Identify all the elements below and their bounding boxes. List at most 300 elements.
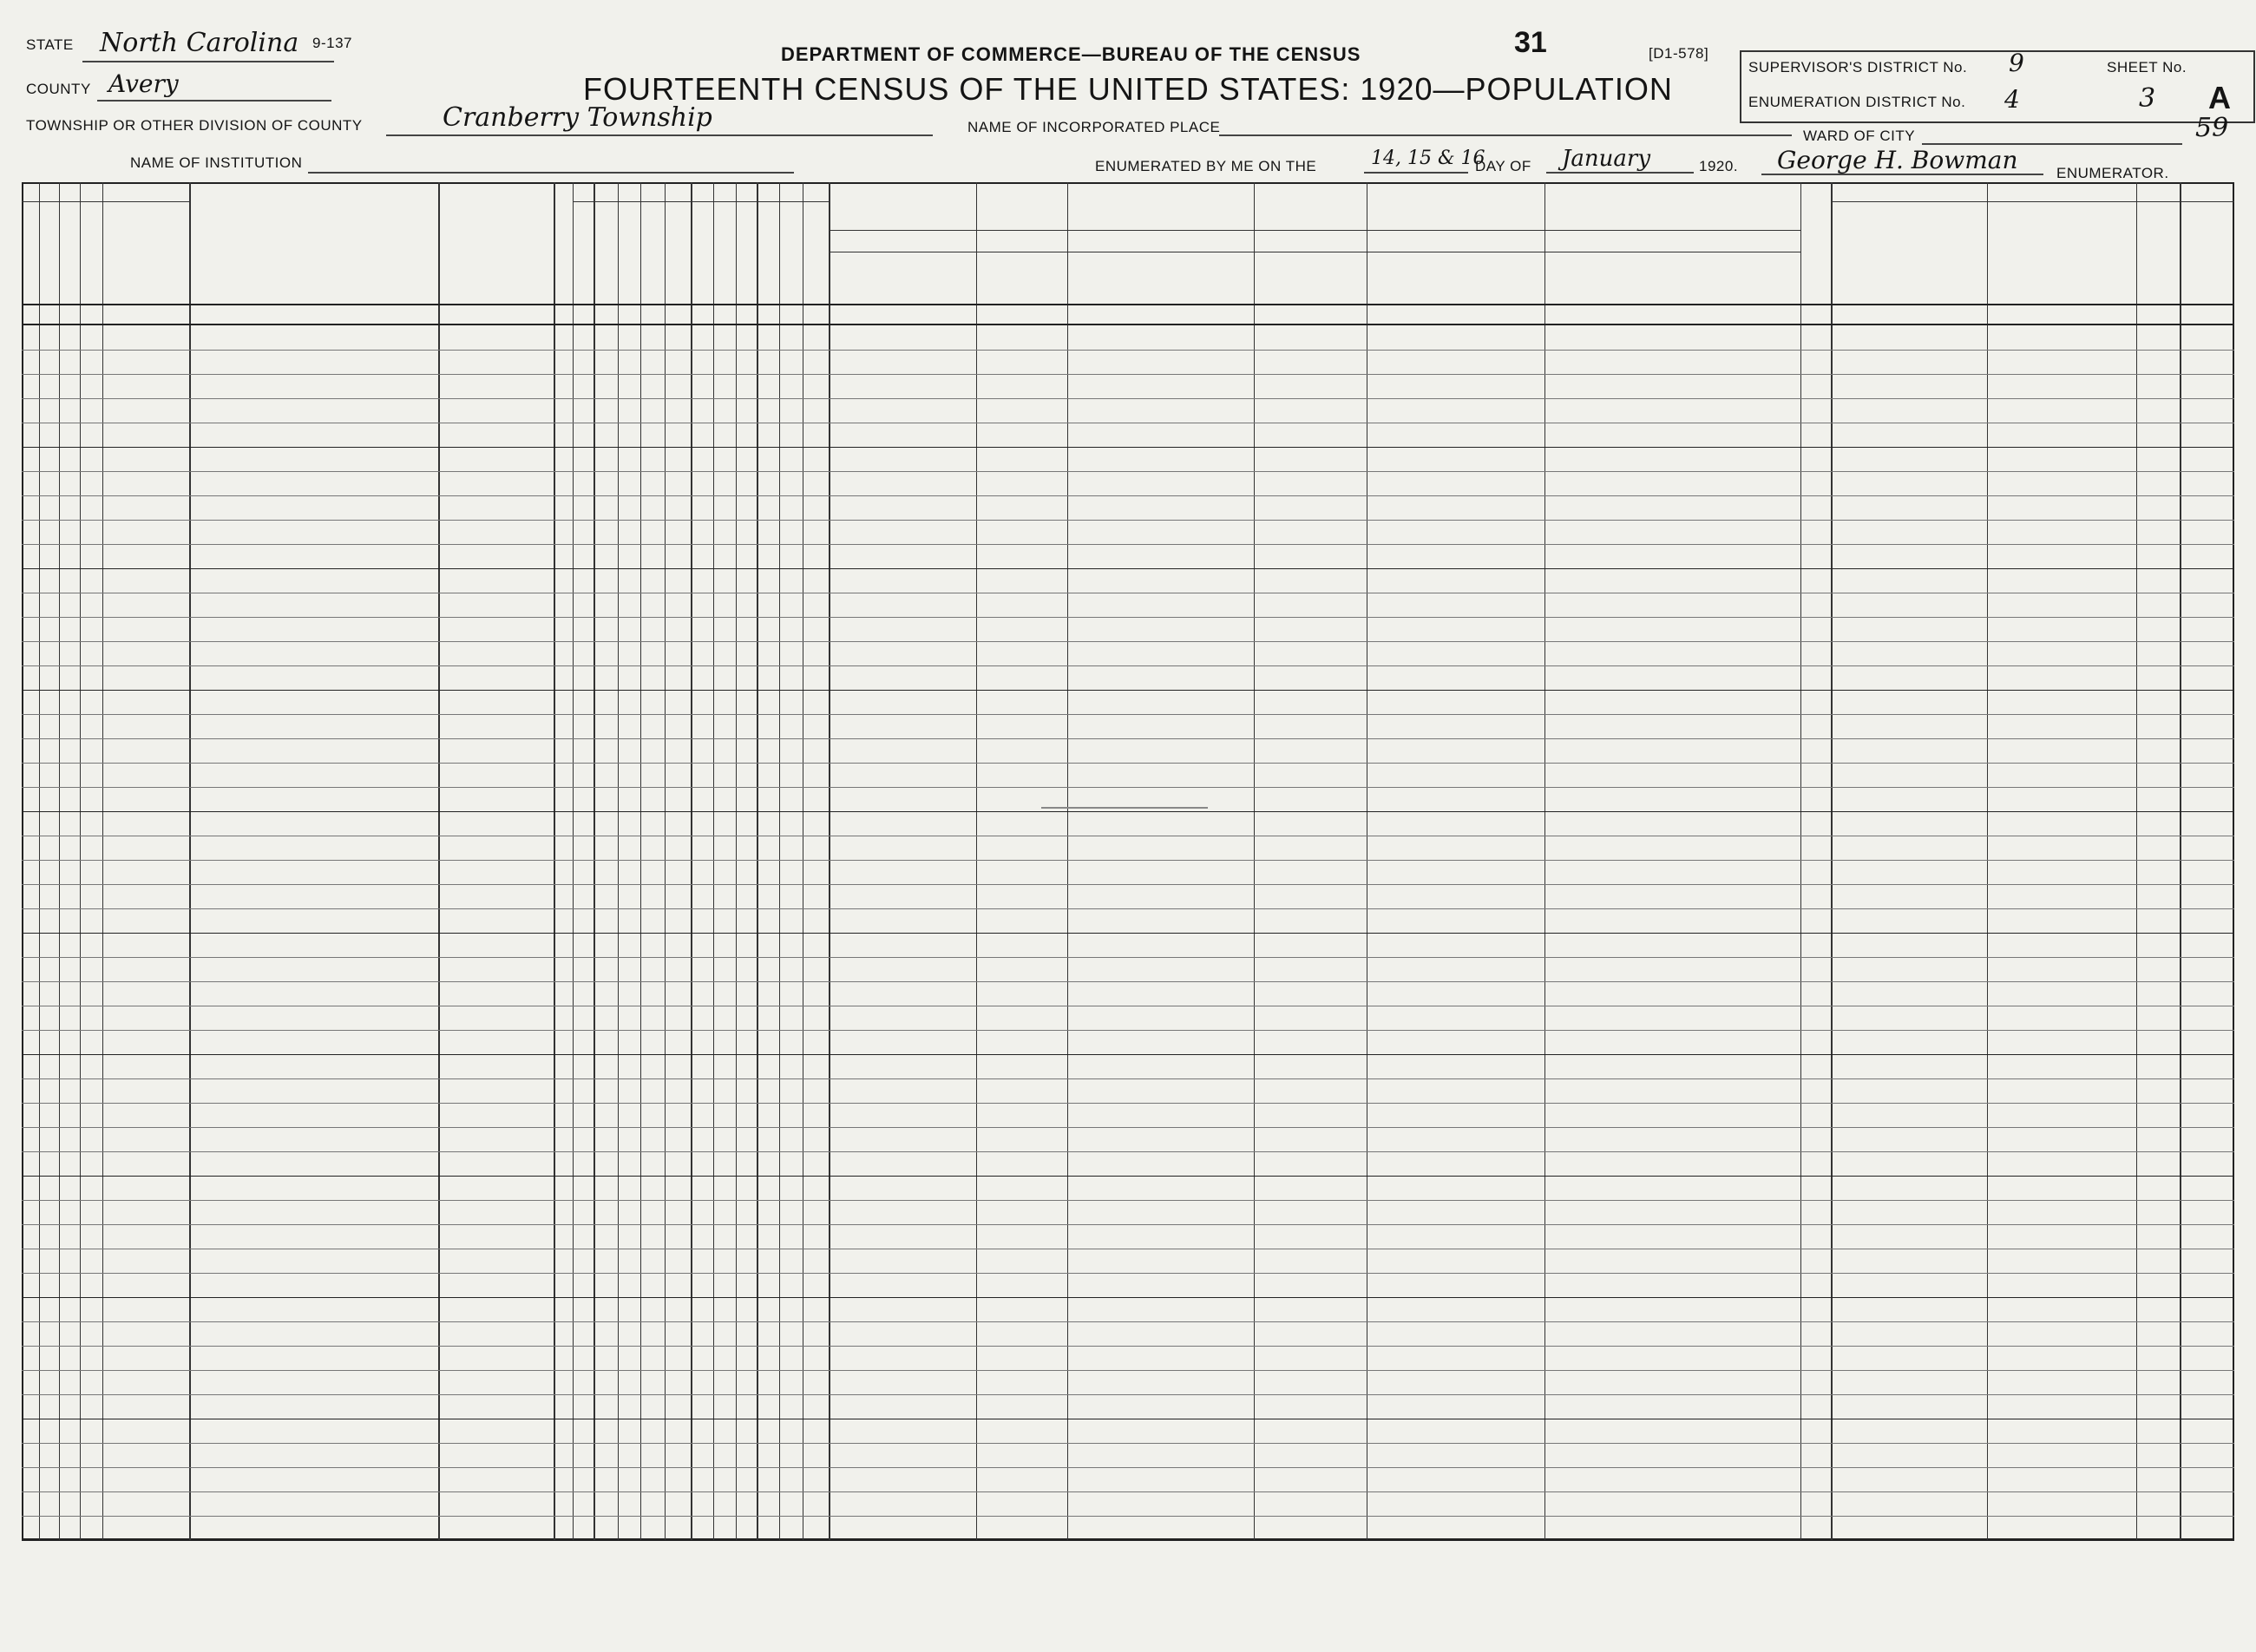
speaks-english <box>1803 740 1828 763</box>
race <box>620 1420 638 1443</box>
row-rule <box>22 398 2234 399</box>
relation <box>441 1032 551 1054</box>
person-name <box>192 497 436 520</box>
mother-birthplace <box>1369 1469 1542 1491</box>
speaks-english <box>1803 959 1828 981</box>
person-name <box>192 1299 436 1321</box>
speaks-english <box>1803 1080 1828 1103</box>
occupation <box>1833 862 1984 884</box>
person-name <box>192 424 436 447</box>
person-name <box>192 1250 436 1273</box>
able-to-write <box>805 424 826 447</box>
age <box>643 1105 662 1127</box>
birthplace <box>831 934 974 957</box>
column-rule <box>1254 182 1255 1540</box>
able-to-write <box>805 327 826 350</box>
mother-birthplace <box>1369 1493 1542 1516</box>
marital-status <box>667 1056 688 1078</box>
row-rule <box>22 1078 2234 1079</box>
class-of-worker <box>2139 789 2177 811</box>
sex <box>596 327 615 350</box>
able-to-read <box>782 667 800 690</box>
age <box>643 619 662 641</box>
able-to-write <box>805 716 826 738</box>
person-name <box>192 1347 436 1370</box>
industry <box>1990 789 2134 811</box>
birthplace <box>831 910 974 933</box>
able-to-write <box>805 1347 826 1370</box>
race <box>620 1299 638 1321</box>
speaks-english <box>1803 789 1828 811</box>
age <box>643 813 662 836</box>
age <box>643 376 662 398</box>
marital-status <box>667 521 688 544</box>
dwelling-number <box>62 424 77 447</box>
relation <box>441 983 551 1006</box>
age <box>643 400 662 423</box>
speaks-english <box>1803 619 1828 641</box>
person-name <box>192 1275 436 1297</box>
occupation <box>1833 1129 1984 1151</box>
mother-birthplace <box>1369 1153 1542 1176</box>
birthplace <box>831 1080 974 1103</box>
person-name <box>192 789 436 811</box>
able-to-write <box>805 546 826 568</box>
birthplace <box>831 667 974 690</box>
able-to-write <box>805 1299 826 1321</box>
person-name <box>192 1518 436 1540</box>
occupation <box>1833 521 1984 544</box>
birthplace <box>831 886 974 908</box>
relation <box>441 1177 551 1200</box>
race <box>620 351 638 374</box>
marital-status <box>667 449 688 471</box>
mother-birthplace <box>1369 449 1542 471</box>
person-name <box>192 716 436 738</box>
mother-birthplace <box>1369 1275 1542 1297</box>
person-name <box>192 351 436 374</box>
row-rule <box>22 1370 2234 1371</box>
mother-birthplace <box>1369 667 1542 690</box>
able-to-read <box>782 1396 800 1419</box>
mother-birthplace <box>1369 521 1542 544</box>
marital-status <box>667 789 688 811</box>
able-to-read <box>782 643 800 665</box>
row-rule <box>22 1321 2234 1322</box>
marital-status <box>667 1007 688 1030</box>
race <box>620 764 638 787</box>
row-rule <box>22 1054 2234 1055</box>
occupation <box>1833 813 1984 836</box>
able-to-write <box>805 1153 826 1176</box>
able-to-write <box>805 983 826 1006</box>
occupation <box>1833 1347 1984 1370</box>
relation <box>441 424 551 447</box>
row-rule <box>22 1467 2234 1468</box>
birthplace <box>831 546 974 568</box>
age <box>643 1396 662 1419</box>
father-birthplace <box>1070 1153 1251 1176</box>
able-to-write <box>805 1469 826 1491</box>
able-to-write <box>805 594 826 617</box>
farm-schedule <box>2182 497 2232 520</box>
row-rule <box>22 447 2234 448</box>
father-birthplace <box>1070 764 1251 787</box>
speaks-english <box>1803 1056 1828 1078</box>
class-of-worker <box>2139 643 2177 665</box>
person-name <box>192 983 436 1006</box>
age <box>643 1202 662 1224</box>
able-to-read <box>782 570 800 593</box>
mother-birthplace <box>1369 1372 1542 1394</box>
able-to-write <box>805 934 826 957</box>
father-birthplace <box>1070 1226 1251 1249</box>
birthplace <box>831 959 974 981</box>
occupation <box>1833 473 1984 495</box>
family-number <box>82 497 100 520</box>
relation <box>441 1250 551 1273</box>
occupation <box>1833 1420 1984 1443</box>
marital-status <box>667 594 688 617</box>
age <box>643 716 662 738</box>
marital-status <box>667 1372 688 1394</box>
column-rule <box>1831 182 1833 1540</box>
able-to-read <box>782 1445 800 1467</box>
relation <box>441 619 551 641</box>
state-label: STATE <box>26 36 74 53</box>
department-line: DEPARTMENT OF COMMERCE—BUREAU OF THE CENSUS <box>781 43 1361 65</box>
age <box>643 1032 662 1054</box>
mother-birthplace <box>1369 424 1542 447</box>
person-name <box>192 570 436 593</box>
age <box>643 351 662 374</box>
relation <box>441 813 551 836</box>
birthplace <box>831 862 974 884</box>
family-number <box>82 643 100 665</box>
speaks-english <box>1803 643 1828 665</box>
age <box>643 1153 662 1176</box>
sex <box>596 1177 615 1200</box>
person-name <box>192 862 436 884</box>
race <box>620 327 638 350</box>
relation <box>441 716 551 738</box>
mother-birthplace <box>1369 1007 1542 1030</box>
row-rule <box>22 738 2234 739</box>
relation <box>441 1299 551 1321</box>
enumerated-day: 14, 15 & 16 <box>1371 148 1485 169</box>
race <box>620 1105 638 1127</box>
attended-school <box>759 1493 777 1516</box>
month-value: January <box>1562 146 1651 172</box>
class-of-worker <box>2139 1299 2177 1321</box>
sex <box>596 1518 615 1540</box>
birthplace <box>831 570 974 593</box>
father-birthplace <box>1070 1420 1251 1443</box>
race <box>620 497 638 520</box>
race <box>620 837 638 860</box>
age <box>643 789 662 811</box>
mother-birthplace <box>1369 813 1542 836</box>
class-of-worker <box>2139 424 2177 447</box>
able-to-read <box>782 546 800 568</box>
sex <box>596 1323 615 1346</box>
father-birthplace <box>1070 1469 1251 1491</box>
birthplace <box>831 1177 974 1200</box>
birthplace <box>831 1347 974 1370</box>
column-rule <box>1800 182 1801 1540</box>
birthplace <box>831 1299 974 1321</box>
marital-status <box>667 910 688 933</box>
relation <box>441 1007 551 1030</box>
marital-status <box>667 1323 688 1346</box>
able-to-write <box>805 400 826 423</box>
able-to-read <box>782 400 800 423</box>
sex <box>596 1129 615 1151</box>
person-name <box>192 546 436 568</box>
race <box>620 1177 638 1200</box>
mother-birthplace <box>1369 692 1542 714</box>
person-name <box>192 934 436 957</box>
race <box>620 400 638 423</box>
father-birthplace <box>1070 692 1251 714</box>
county-value: Avery <box>108 69 179 98</box>
attended-school <box>759 716 777 738</box>
occupation <box>1833 1518 1984 1540</box>
row-rule <box>22 374 2234 375</box>
occupation <box>1833 1275 1984 1297</box>
occupation <box>1833 546 1984 568</box>
person-name <box>192 1007 436 1030</box>
occupation <box>1833 910 1984 933</box>
able-to-read <box>782 1177 800 1200</box>
person-name <box>192 619 436 641</box>
able-to-write <box>805 813 826 836</box>
marital-status <box>667 1396 688 1419</box>
able-to-read <box>782 1372 800 1394</box>
occupation <box>1833 959 1984 981</box>
occupation <box>1833 1299 1984 1321</box>
mother-birthplace <box>1369 1347 1542 1370</box>
column-rule <box>59 182 60 1540</box>
able-to-write <box>805 1372 826 1394</box>
age <box>643 837 662 860</box>
able-to-read <box>782 1202 800 1224</box>
year-value: 1920. <box>1699 158 1739 174</box>
relation <box>441 1056 551 1078</box>
row-rule <box>22 1127 2234 1128</box>
father-birthplace <box>1070 1056 1251 1078</box>
race <box>620 813 638 836</box>
dwelling-number <box>62 1299 77 1321</box>
mother-birthplace <box>1369 983 1542 1006</box>
industry <box>1990 643 2134 665</box>
dwelling-number <box>62 643 77 665</box>
row-rule <box>22 1394 2234 1395</box>
row-rule <box>22 690 2234 691</box>
marital-status <box>667 376 688 398</box>
sex <box>596 473 615 495</box>
sex <box>596 1153 615 1176</box>
sex <box>596 570 615 593</box>
speaks-english <box>1803 934 1828 957</box>
month-underline <box>1546 172 1694 174</box>
race <box>620 1347 638 1370</box>
mother-birthplace <box>1369 570 1542 593</box>
father-birthplace <box>1070 1372 1251 1394</box>
race <box>620 934 638 957</box>
relation <box>441 1493 551 1516</box>
occupation <box>1833 1445 1984 1467</box>
column-rule <box>779 182 780 1540</box>
relation <box>441 1226 551 1249</box>
industry <box>1990 1299 2134 1321</box>
mother-birthplace <box>1369 1250 1542 1273</box>
relation <box>441 667 551 690</box>
birthplace <box>831 619 974 641</box>
marital-status <box>667 764 688 787</box>
ward-label: WARD OF CITY <box>1803 128 1916 144</box>
father-birthplace <box>1070 1347 1251 1370</box>
row-rule <box>22 495 2234 496</box>
birthplace <box>831 1323 974 1346</box>
occupation <box>1833 1032 1984 1054</box>
sex <box>596 376 615 398</box>
person-name <box>192 400 436 423</box>
able-to-read <box>782 619 800 641</box>
person-name <box>192 1177 436 1200</box>
census-title: FOURTEENTH CENSUS OF THE UNITED STATES: 1920—POPULATION <box>583 71 1673 107</box>
occupation <box>1833 594 1984 617</box>
relation <box>441 1080 551 1103</box>
sex <box>596 643 615 665</box>
sex <box>596 546 615 568</box>
sex <box>596 1420 615 1443</box>
farm-schedule <box>2182 643 2232 665</box>
person-name <box>192 1202 436 1224</box>
father-birthplace <box>1070 643 1251 665</box>
speaks-english <box>1803 910 1828 933</box>
race <box>620 570 638 593</box>
person-name <box>192 1129 436 1151</box>
able-to-read <box>782 1153 800 1176</box>
race <box>620 1445 638 1467</box>
person-name <box>192 1372 436 1394</box>
age <box>643 424 662 447</box>
marital-status <box>667 1202 688 1224</box>
father-birthplace <box>1070 449 1251 471</box>
birthplace <box>831 692 974 714</box>
relation <box>441 1202 551 1224</box>
speaks-english <box>1803 1396 1828 1419</box>
able-to-write <box>805 521 826 544</box>
attended-school <box>759 1469 777 1491</box>
speaks-english <box>1803 546 1828 568</box>
sex <box>596 862 615 884</box>
able-to-read <box>782 376 800 398</box>
speaks-english <box>1803 1250 1828 1273</box>
occupation <box>1833 449 1984 471</box>
speaks-english <box>1803 400 1828 423</box>
age <box>643 1493 662 1516</box>
person-name <box>192 667 436 690</box>
birthplace <box>831 1445 974 1467</box>
mother-birthplace <box>1369 473 1542 495</box>
number-rule <box>22 324 2234 325</box>
marital-status <box>667 424 688 447</box>
age <box>643 1420 662 1443</box>
column-rule <box>757 182 758 1540</box>
attended-school <box>759 837 777 860</box>
marital-status <box>667 862 688 884</box>
sex <box>596 1105 615 1127</box>
column-rule <box>691 182 692 1540</box>
able-to-read <box>782 789 800 811</box>
age <box>643 546 662 568</box>
able-to-read <box>782 1493 800 1516</box>
father-birthplace <box>1070 813 1251 836</box>
speaks-english <box>1803 449 1828 471</box>
father-birthplace <box>1070 619 1251 641</box>
age <box>643 886 662 908</box>
able-to-write <box>805 910 826 933</box>
race <box>620 1518 638 1540</box>
father-birthplace <box>1070 1080 1251 1103</box>
able-to-read <box>782 910 800 933</box>
industry <box>1990 497 2134 520</box>
birthplace <box>831 521 974 544</box>
birthplace <box>831 716 974 738</box>
column-rule <box>573 182 574 1540</box>
speaks-english <box>1803 594 1828 617</box>
person-name <box>192 1105 436 1127</box>
able-to-read <box>782 327 800 350</box>
person-name <box>192 910 436 933</box>
column-rule <box>1067 182 1068 1540</box>
race <box>620 1323 638 1346</box>
speaks-english <box>1803 1469 1828 1491</box>
enumerator-underline <box>1761 174 2043 175</box>
person-name <box>192 376 436 398</box>
column-rule <box>80 182 81 1540</box>
relation <box>441 934 551 957</box>
sex <box>596 1493 615 1516</box>
row-rule <box>22 568 2234 569</box>
race <box>620 449 638 471</box>
sheet-letter: A <box>2208 80 2231 115</box>
birthplace <box>831 1153 974 1176</box>
age <box>643 910 662 933</box>
enumerated-label: ENUMERATED BY ME ON THE <box>1095 158 1317 174</box>
birthplace <box>831 1493 974 1516</box>
sex <box>596 886 615 908</box>
row-rule <box>22 1151 2234 1152</box>
person-name <box>192 643 436 665</box>
mother-birthplace <box>1369 1177 1542 1200</box>
speaks-english <box>1803 1177 1828 1200</box>
marital-status <box>667 983 688 1006</box>
mother-birthplace <box>1369 1202 1542 1224</box>
sex <box>596 934 615 957</box>
birthplace <box>831 764 974 787</box>
age <box>643 1275 662 1297</box>
column-rule <box>829 182 830 1540</box>
marital-status <box>667 886 688 908</box>
enumerator-label: ENUMERATOR. <box>2056 165 2169 181</box>
birthplace <box>831 1420 974 1443</box>
able-to-write <box>805 619 826 641</box>
race <box>620 424 638 447</box>
occupation <box>1833 1153 1984 1176</box>
